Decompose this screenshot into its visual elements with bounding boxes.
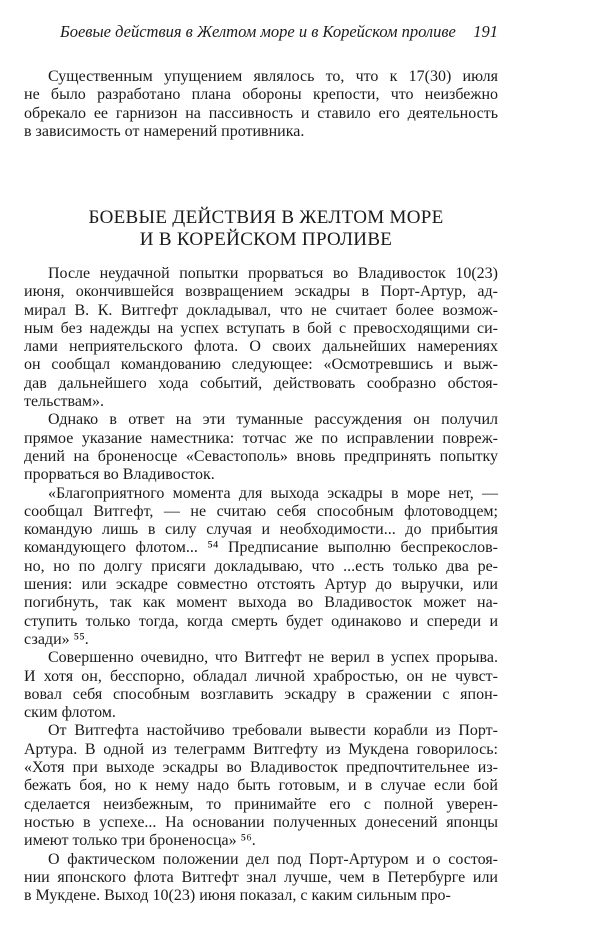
running-head	[60, 22, 498, 42]
paragraph	[24, 411, 498, 484]
page-number: 191	[473, 22, 498, 41]
text-line: не было разработано плана обороны крепости, что неизбежно	[24, 86, 498, 104]
text-line: Артура. В одной из телеграмм Витгефту из Мукдена говорилось:	[24, 740, 498, 758]
paragraph	[24, 485, 498, 650]
text-line: имеют только три броненосца» ⁵⁶.	[24, 832, 256, 850]
paragraph	[24, 851, 498, 906]
text-line: От Витгефта настойчиво требовали вывести корабли из Порт-	[48, 722, 498, 740]
text-line: июня, окончившейся возвращением эскадры в Порт-Артур, ад-	[24, 283, 498, 301]
text-line: бежать боя, но к нему надо быть готовым, и в случае если бой	[24, 777, 498, 795]
text-line: дав дальнейшего хода событий, действовать сообразно обстоя-	[24, 374, 498, 392]
text-line: сообщал Витгефт, — не считаю себя способным флотоводцем;	[24, 502, 498, 520]
body-text	[24, 265, 498, 905]
text-line: прямое указание наместника: тотчас же по исправлении повреж-	[24, 429, 498, 447]
text-line: И хотя он, бесспорно, обладал личной храбростью, он не чувст-	[24, 667, 498, 685]
text-line: в зависимость от намерений противника.	[24, 122, 305, 140]
text-line: сделается неизбежным, то принимайте его с полной уверен-	[24, 795, 498, 813]
text-line: После неудачной попытки прорваться во Владивосток 10(23)	[48, 265, 498, 282]
text-line: ностью в успехе... На основании полученных донесений японцы	[24, 813, 498, 831]
text-line: ным без надежды на успех вступать в бой с превосходящими си-	[24, 319, 498, 337]
text-line: вовал себя способным возглавить эскадру в сражении с япон-	[24, 685, 498, 703]
text-line: он сообщал командованию следующее: «Осмотревшись и выж-	[24, 356, 498, 374]
text-line: но, но по долгу присяги докладываю, что ...есть только два ре-	[24, 557, 498, 575]
text-line: Однако в ответ на эти туманные рассуждения он получил	[48, 411, 498, 429]
running-head-title: Боевые действия в Желтом море и в Корейском проливе	[60, 22, 456, 41]
paragraph	[24, 68, 498, 141]
text-line: Существенным упущением являлось то, что к 17(30) июля	[48, 68, 498, 85]
text-line: лами неприятельского флота. О своих дальнейших намерениях	[24, 338, 498, 356]
text-line: прорваться во Владивосток.	[24, 466, 215, 484]
text-line: Совершенно очевидно, что Витгефт не верил в успех прорыва.	[48, 649, 498, 667]
text-line: сзади» ⁵⁵.	[24, 630, 89, 648]
section-heading-line: И В КОРЕЙСКОМ ПРОЛИВЕ	[139, 229, 393, 250]
paragraph	[24, 649, 498, 722]
paragraph	[24, 722, 498, 850]
text-line: погибнуть, так как момент выхода во Владивосток может на-	[24, 594, 498, 612]
section-heading	[0, 207, 532, 251]
text-line: командующего флотом... ⁵⁴ Предписание выполню беспрекослов-	[24, 539, 498, 557]
text-line: командую лишь в силу случая и необходимости... до прибытия	[24, 521, 498, 539]
text-line: обрекало ее гарнизон на пассивность и ставило его деятельность	[24, 104, 498, 122]
text-line: ским флотом.	[24, 704, 116, 722]
text-line: нии японского флота Витгефт знал лучше, чем в Петербурге или	[24, 868, 498, 886]
text-line: мирал В. К. Витгефт докладывал, что не считает более возмож-	[24, 301, 498, 319]
text-line: тельствам».	[24, 393, 105, 411]
text-line: шения: или эскадре совместно отстоять Артур до выручки, или	[24, 576, 498, 594]
intro-paragraph	[24, 68, 498, 141]
text-line: дений на броненосце «Севастополь» вновь предпринять попытку	[24, 447, 498, 465]
section-heading-line: БОЕВЫЕ ДЕЙСТВИЯ В ЖЕЛТОМ МОРЕ	[88, 207, 444, 228]
text-line: «Хотя при выходе эскадры во Владивосток предпочтительнее из-	[24, 759, 498, 777]
paragraph	[24, 265, 498, 411]
text-line: «Благоприятного момента для выхода эскадры в море нет, —	[48, 484, 498, 502]
text-line: в Мукдене. Выход 10(23) июня показал, с каким сильным про-	[24, 887, 451, 905]
text-line: ступить только тогда, когда смерть будет одинаково и спереди и	[24, 612, 498, 630]
text-line: О фактическом положении дел под Порт-Артуром и о состоя-	[48, 850, 498, 868]
